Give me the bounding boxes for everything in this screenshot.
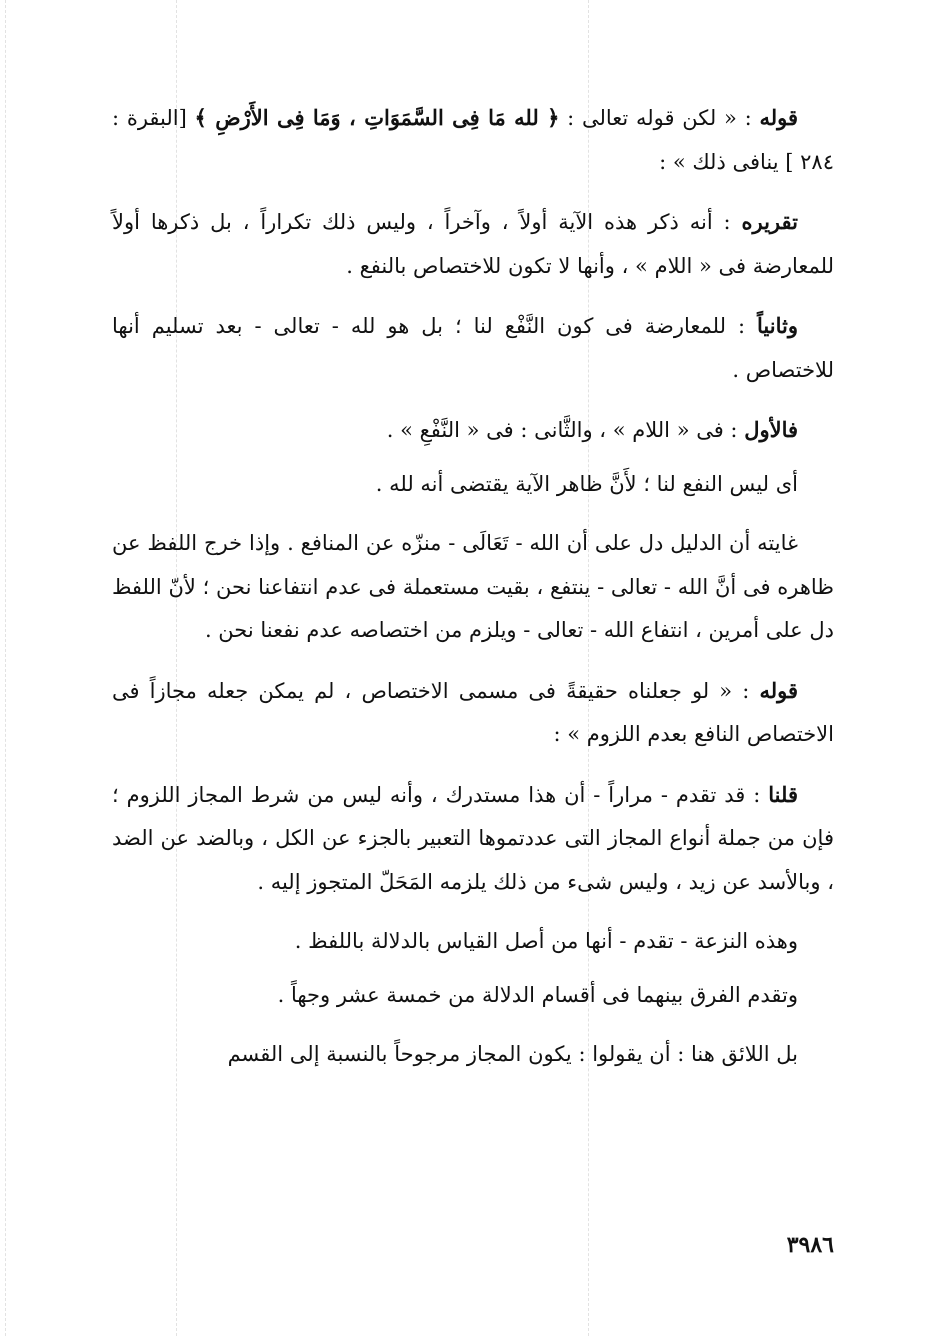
paragraph-lead: قوله	[759, 105, 799, 130]
paragraph-ghayatuhu	[112, 522, 834, 653]
paragraph-text: وتقدم الفرق بينهما فى أقسام الدلالة من خمسة عشر وجهاً .	[277, 982, 798, 1007]
page-number: ٣٩٨٦	[786, 1232, 834, 1258]
paragraph-lead: وثانياً	[757, 313, 798, 338]
paragraph-farq	[112, 974, 834, 1018]
paragraph-thaniyan	[112, 304, 834, 392]
paragraph-lead: تقريره	[741, 209, 798, 234]
paragraph-text: أى ليس النفع لنا ؛ لأَنَّ ظاهر الآية يقتضى أنه لله .	[375, 471, 798, 496]
paragraph-text: : قد تقدم - مراراً - أن هذا مستدرك ، وأنه ليس من شرط المجاز اللزوم ؛ فإن من جملة أنواع المجاز التى عددتموها التعبير بالجزء عن الكل ، وبالضد عن الضد ، وبالأسد عن زيد ، وليس شىء من ذلك يلزمه المَحَلّ المتجوز إليه .	[112, 782, 834, 894]
paragraph-lead: قوله	[759, 677, 798, 703]
paragraph-taqrir	[112, 200, 834, 288]
paragraph-text: : للمعارضة فى كون النَّفْع لنا ؛ بل هو لله - تعالى - بعد تسليم أنها للاختصاص .	[112, 314, 834, 382]
paragraph-text: غايته أن الدليل دل على أن الله - تَعَالَى - منزّه عن المنافع . وإذا خرج اللفظ عن ظاهره فى أنَّ الله - تعالى - ينتفع ، بقيت مستعملة فى عدم انتفاعنا نحن ؛ لأنّ اللفظ دل على أمرين ، انتفاع الله - تعالى - ويلزم من اختصاصه عدم نفعنا نحن .	[112, 531, 834, 642]
page-body	[112, 96, 834, 1093]
paragraph-text: : « لو جعلناه حقيقةً فى مسمى الاختصاص ، لم يمكن جعله مجازاً فى الاختصاص النافع بعدم اللزوم » :	[112, 678, 834, 746]
paragraph-lead: قلنا	[768, 781, 798, 807]
paragraph-text: بل اللائق هنا : أن يقولوا : يكون المجاز مرجوحاً بالنسبة إلى القسم	[227, 1042, 798, 1066]
paragraph-text: : فى « اللام » ، والثَّانى : فى « النَّفْعِ » .	[386, 418, 745, 442]
paragraph-qulna	[112, 773, 834, 905]
quran-verse: ﴿ لله مَا فِى السَّمَوَاتِ ، وَمَا فِى الأَرْضِ ﴾	[194, 105, 560, 130]
paragraph-awwal	[112, 408, 834, 453]
paragraph-text: : « لكن قوله تعالى :	[559, 106, 760, 130]
paragraph-qawluhu-2	[112, 669, 834, 757]
paragraph-quote-verse	[112, 96, 834, 184]
paragraph-text: [البقرة : ٢٨٤ ] ينافى ذلك » :	[112, 106, 834, 174]
paragraph-naza	[112, 920, 834, 964]
paragraph-laiq	[112, 1033, 834, 1077]
paragraph-nafa	[112, 463, 834, 507]
scan-edge-line	[5, 0, 6, 1336]
paragraph-lead: فالأول	[744, 417, 798, 442]
paragraph-text: وهذه النزعة - تقدم - أنها من أصل القياس بالدلالة باللفظ .	[294, 929, 798, 953]
paragraph-text: : أنه ذكر هذه الآية أولاً ، وآخراً ، وليس ذلك تكراراً ، بل ذكرها أولاً للمعارضة فى « اللام » ، وأنها لا تكون للاختصاص بالنفع .	[112, 210, 834, 278]
